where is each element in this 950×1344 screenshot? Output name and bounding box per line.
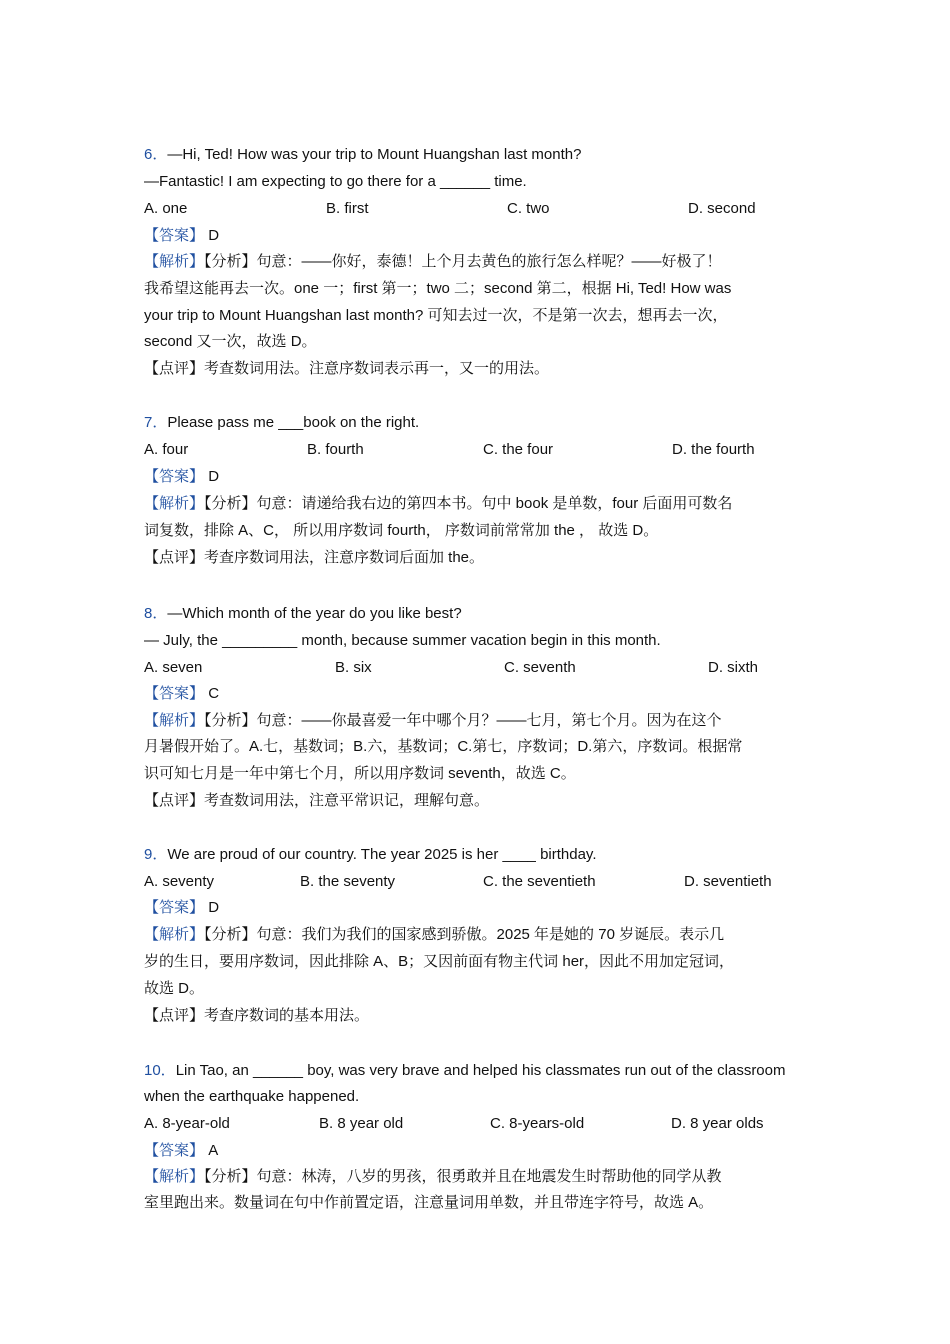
option-d: D. the fourth [672,441,755,458]
answer-value: D [208,899,220,916]
analysis-label: 【解析】 [144,495,205,512]
analysis-line: 【解析】【分析】句意：我们为我们的国家感到骄傲。2025 年是她的 70 岁诞辰。表示几 [144,926,725,943]
analysis-line: 我希望这能再去一次。one 一；first 第一；two 二；second 第二，根据 Hi, Ted! How was [144,280,732,297]
analysis-line: 【解析】【分析】句意：请递给我右边的第四本书。句中 book 是单数，four 后面用可数名 [144,495,733,512]
answer-line [144,467,219,487]
analysis-line: second 又一次，故选 D。 [144,333,317,350]
comment-line: 【点评】考查数词用法，注意平常识记，理解句意。 [144,792,490,809]
analysis-line: 月暑假开始了。A.七，基数词；B.六，基数词；C.第七，序数词；D.第六，序数词。根据常 [144,738,743,755]
question-stem: 7．Please pass me ___book on the right. [144,414,420,431]
question-number: 10． [144,1062,176,1079]
comment-line: 【点评】考查序数词的基本用法。 [144,1007,370,1024]
analysis-line: 【解析】【分析】句意：林涛，八岁的男孩，很勇敢并且在地震发生时帮助他的同学从教 [144,1168,722,1185]
answer-value: D [208,227,220,244]
option-b: B. 8 year old [319,1115,404,1132]
question-stem: 10．Lin Tao, an ______ boy, was very brave and helped his classmates run out of the classroom [144,1062,786,1079]
analysis-label: 【解析】 [144,926,205,943]
answer-value: D [208,468,220,485]
question-number: 6． [144,146,168,163]
option-a: A. seventy [144,873,215,890]
answer-value: C [208,685,220,702]
question-stem-line2: — July, the _________ month, because summer vacation begin in this month. [144,632,661,649]
option-a: A. four [144,441,189,458]
analysis-line: 【解析】【分析】句意：——你最喜爱一年中哪个月？——七月，第七个月。因为在这个 [144,712,722,729]
option-d: D. sixth [708,659,759,676]
analysis-line: 室里跑出来。数量词在句中作前置定语，注意量词用单数，并且带连字符号，故选 A。 [144,1194,714,1211]
answer-line [144,1141,218,1161]
option-d: D. 8 year olds [671,1115,764,1132]
option-b: B. first [326,200,369,217]
analysis-line: 故选 D。 [144,980,205,997]
answer-label: 【答案】 [144,1142,205,1159]
question-number: 7． [144,414,168,431]
answer-label: 【答案】 [144,899,205,916]
comment-line: 【点评】考查序数词用法，注意序数词后面加 the。 [144,549,485,566]
option-c: C. the four [483,441,554,458]
analysis-line: 岁的生日，要用序数词，因此排除 A、B；又因前面有物主代词 her，因此不用加定冠词， [144,953,735,970]
question-stem-line2: —Fantastic! I am expecting to go there for a ______ time. [144,173,527,190]
question-number: 9． [144,846,168,863]
option-d: D. seventieth [684,873,772,890]
option-a: A. seven [144,659,203,676]
answer-label: 【答案】 [144,685,205,702]
comment-line: 【点评】考查数词用法。注意序数词表示再一，又一的用法。 [144,360,550,377]
option-b: B. the seventy [300,873,396,890]
analysis-label: 【解析】 [144,253,205,270]
answer-label: 【答案】 [144,227,205,244]
analysis-label: 【解析】 [144,712,205,729]
answer-line [144,226,219,246]
answer-line [144,898,219,918]
analysis-line: 识可知七月是一年中第七个月，所以用序数词 seventh，故选 C。 [144,765,576,782]
option-c: C. seventh [504,659,576,676]
analysis-label: 【解析】 [144,1168,205,1185]
option-a: A. one [144,200,188,217]
answer-line [144,684,219,704]
answer-label: 【答案】 [144,468,205,485]
answer-value: A [208,1142,219,1159]
question-stem: 9．We are proud of our country. The year 2025 is her ____ birthday. [144,846,597,863]
option-c: C. 8-years-old [490,1115,585,1132]
option-c: C. two [507,200,550,217]
question-stem-line2: when the earthquake happened. [144,1088,360,1105]
option-b: B. six [335,659,372,676]
question-number: 8． [144,605,168,622]
option-c: C. the seventieth [483,873,596,890]
question-stem: 8．—Which month of the year do you like best? [144,605,462,622]
analysis-line: 【解析】【分析】句意：——你好，泰德！上个月去黄色的旅行怎么样呢？——好极了！ [144,253,722,270]
option-a: A. 8-year-old [144,1115,230,1132]
analysis-line: your trip to Mount Huangshan last month? 可知去过一次，不是第一次去，想再去一次， [144,307,728,324]
option-d: D. second [688,200,756,217]
question-stem: 6．—Hi, Ted! How was your trip to Mount Huangshan last month? [144,146,582,163]
option-b: B. fourth [307,441,364,458]
analysis-line: 词复数，排除 A、C， 所以用序数词 fourth， 序数词前常常加 the ， 故选 D。 [144,522,659,539]
